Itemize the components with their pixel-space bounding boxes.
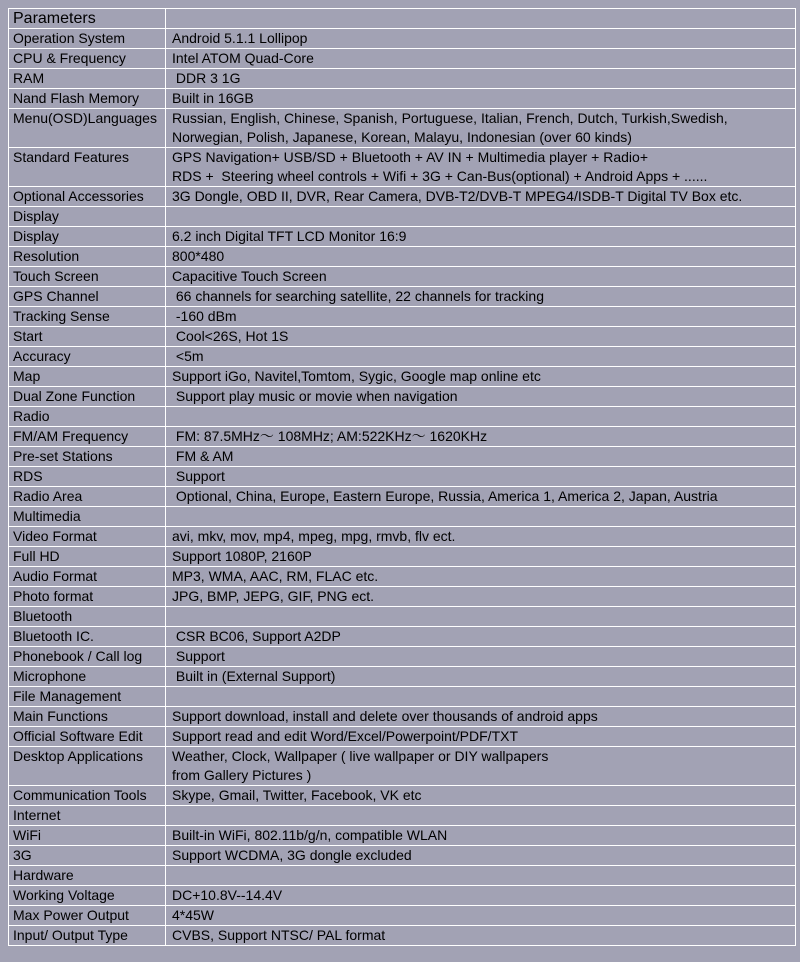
spec-value xyxy=(166,727,796,747)
spec-label: Display xyxy=(9,227,166,247)
section-title-empty-cell xyxy=(166,407,796,427)
spec-value xyxy=(166,587,796,607)
spec-label: Communication Tools xyxy=(9,786,166,806)
spec-value xyxy=(166,567,796,587)
spec-value-line: Android 5.1.1 Lollipop xyxy=(172,30,308,46)
spec-value xyxy=(166,427,796,447)
spec-value xyxy=(166,487,796,507)
section-title: Multimedia xyxy=(9,507,166,527)
table-row xyxy=(9,467,796,487)
spec-value-line: 800*480 xyxy=(172,248,225,264)
spec-value-line: DDR 3 1G xyxy=(172,70,241,86)
spec-value-line: CSR BC06, Support A2DP xyxy=(172,628,341,644)
spec-value-line: 4*45W xyxy=(172,907,215,923)
table-row xyxy=(9,187,796,207)
spec-value-line: CVBS, Support NTSC/ PAL format xyxy=(172,927,386,943)
spec-label: Desktop Applications xyxy=(9,747,166,786)
table-row xyxy=(9,567,796,587)
spec-label: CPU & Frequency xyxy=(9,49,166,69)
spec-value-line: Built in 16GB xyxy=(172,90,254,106)
table-row xyxy=(9,109,796,148)
section-header-row xyxy=(9,407,796,427)
table-row xyxy=(9,707,796,727)
table-row xyxy=(9,786,796,806)
spec-value xyxy=(166,267,796,287)
spec-label: FM/AM Frequency xyxy=(9,427,166,447)
spec-value-line: <5m xyxy=(172,348,204,364)
spec-label: 3G xyxy=(9,846,166,866)
spec-value xyxy=(166,906,796,926)
section-title-empty-cell xyxy=(166,687,796,707)
spec-value xyxy=(166,846,796,866)
section-header-row xyxy=(9,507,796,527)
spec-value xyxy=(166,826,796,846)
table-row xyxy=(9,49,796,69)
spec-label: Optional Accessories xyxy=(9,187,166,207)
spec-value xyxy=(166,367,796,387)
section-title-empty-cell xyxy=(166,507,796,527)
table-row xyxy=(9,447,796,467)
table-row xyxy=(9,747,796,786)
spec-value xyxy=(166,467,796,487)
section-title-empty-cell xyxy=(166,866,796,886)
spec-value xyxy=(166,307,796,327)
section-title-empty-cell xyxy=(166,806,796,826)
spec-value xyxy=(166,89,796,109)
spec-value-line: Support iGo, Navitel,Tomtom, Sygic, Google map online etc xyxy=(172,368,541,384)
spec-label: Touch Screen xyxy=(9,267,166,287)
table-row xyxy=(9,906,796,926)
section-title: Hardware xyxy=(9,866,166,886)
spec-value-line: Built-in WiFi, 802.11b/g/n, compatible WLAN xyxy=(172,827,448,843)
spec-label: Map xyxy=(9,367,166,387)
spec-label: Start xyxy=(9,327,166,347)
section-title-empty-cell xyxy=(166,207,796,227)
spec-value-line: -160 dBm xyxy=(172,308,237,324)
table-row xyxy=(9,267,796,287)
spec-value-line: Cool<26S, Hot 1S xyxy=(172,328,289,344)
spec-label: Bluetooth IC. xyxy=(9,627,166,647)
table-row xyxy=(9,627,796,647)
table-row xyxy=(9,287,796,307)
spec-value-line: Support xyxy=(172,648,225,664)
spec-label: Accuracy xyxy=(9,347,166,367)
spec-value-line: Support read and edit Word/Excel/Powerpoint/PDF/TXT xyxy=(172,728,519,744)
table-row xyxy=(9,487,796,507)
spec-value xyxy=(166,187,796,207)
spec-value xyxy=(166,29,796,49)
spec-value xyxy=(166,327,796,347)
spec-value xyxy=(166,247,796,267)
section-title: Radio xyxy=(9,407,166,427)
section-header-row xyxy=(9,207,796,227)
spec-label: Max Power Output xyxy=(9,906,166,926)
spec-label: Full HD xyxy=(9,547,166,567)
spec-value xyxy=(166,49,796,69)
spec-label: Tracking Sense xyxy=(9,307,166,327)
spec-value-line: Built in (External Support) xyxy=(172,668,336,684)
table-row xyxy=(9,667,796,687)
spec-value-line: Support play music or movie when navigation xyxy=(172,388,458,404)
spec-label: GPS Channel xyxy=(9,287,166,307)
spec-value xyxy=(166,347,796,367)
table-row xyxy=(9,587,796,607)
spec-label: Operation System xyxy=(9,29,166,49)
table-row xyxy=(9,547,796,567)
spec-value-line: Russian, English, Chinese, Spanish, Portuguese, Italian, French, Dutch, Turkish,Swedish, xyxy=(172,110,728,126)
spec-label: Resolution xyxy=(9,247,166,267)
spec-value xyxy=(166,387,796,407)
spec-value xyxy=(166,647,796,667)
table-row xyxy=(9,148,796,187)
spec-label: Input/ Output Type xyxy=(9,926,166,946)
table-row xyxy=(9,727,796,747)
section-header-row xyxy=(9,866,796,886)
table-row xyxy=(9,29,796,49)
table-row xyxy=(9,886,796,906)
section-header-row xyxy=(9,9,796,29)
spec-value xyxy=(166,886,796,906)
spec-value-line: avi, mkv, mov, mp4, mpeg, mpg, rmvb, flv ect. xyxy=(172,528,456,544)
spec-value-line: Support xyxy=(172,468,225,484)
section-title: Display xyxy=(9,207,166,227)
spec-value-line: FM & AM xyxy=(172,448,234,464)
spec-label: Dual Zone Function xyxy=(9,387,166,407)
spec-label: Menu(OSD)Languages xyxy=(9,109,166,148)
table-row xyxy=(9,527,796,547)
table-row xyxy=(9,387,796,407)
spec-value xyxy=(166,747,796,786)
spec-label: Phonebook / Call log xyxy=(9,647,166,667)
spec-value-line: Capacitive Touch Screen xyxy=(172,268,327,284)
table-row xyxy=(9,247,796,267)
section-title: Bluetooth xyxy=(9,607,166,627)
spec-value xyxy=(166,69,796,89)
section-header-row xyxy=(9,607,796,627)
spec-value-line: MP3, WMA, AAC, RM, FLAC etc. xyxy=(172,568,379,584)
section-title-empty-cell xyxy=(166,607,796,627)
spec-value xyxy=(166,227,796,247)
spec-value-line: Norwegian, Polish, Japanese, Korean, Malayu, Indonesian (over 60 kinds) xyxy=(172,129,632,145)
spec-value-line: RDS + Steering wheel controls + Wifi + 3G + Can-Bus(optional) + Android Apps + ...... xyxy=(172,168,708,184)
spec-value-line: Support download, install and delete over thousands of android apps xyxy=(172,708,598,724)
spec-value-line: Optional, China, Europe, Eastern Europe, Russia, America 1, America 2, Japan, Austria xyxy=(172,488,718,504)
spec-value xyxy=(166,926,796,946)
spec-value xyxy=(166,447,796,467)
spec-table-body xyxy=(9,9,796,946)
spec-label: Main Functions xyxy=(9,707,166,727)
table-row xyxy=(9,227,796,247)
spec-value-line: Skype, Gmail, Twitter, Facebook, VK etc xyxy=(172,787,422,803)
table-row xyxy=(9,826,796,846)
table-row xyxy=(9,89,796,109)
spec-value-line: Support 1080P, 2160P xyxy=(172,548,312,564)
table-row xyxy=(9,846,796,866)
spec-value xyxy=(166,287,796,307)
spec-value-line: DC+10.8V--14.4V xyxy=(172,887,283,903)
spec-label: Standard Features xyxy=(9,148,166,187)
spec-value xyxy=(166,547,796,567)
spec-value-line: JPG, BMP, JEPG, GIF, PNG ect. xyxy=(172,588,375,604)
spec-label: Working Voltage xyxy=(9,886,166,906)
spec-value-line: from Gallery Pictures ) xyxy=(172,767,312,783)
spec-value-line: 66 channels for searching satellite, 22 channels for tracking xyxy=(172,288,544,304)
spec-label: Nand Flash Memory xyxy=(9,89,166,109)
spec-value xyxy=(166,707,796,727)
spec-value-line: Support WCDMA, 3G dongle excluded xyxy=(172,847,412,863)
spec-value-line: Weather, Clock, Wallpaper ( live wallpaper or DIY wallpapers xyxy=(172,748,549,764)
spec-value xyxy=(166,527,796,547)
spec-value xyxy=(166,627,796,647)
table-row xyxy=(9,367,796,387)
table-row xyxy=(9,427,796,447)
spec-label: WiFi xyxy=(9,826,166,846)
table-row xyxy=(9,69,796,89)
spec-value-line: 6.2 inch Digital TFT LCD Monitor 16:9 xyxy=(172,228,407,244)
spec-label: Photo format xyxy=(9,587,166,607)
section-header-row xyxy=(9,806,796,826)
section-title: Internet xyxy=(9,806,166,826)
table-row xyxy=(9,307,796,327)
spec-value-line: 3G Dongle, OBD II, DVR, Rear Camera, DVB-T2/DVB-T MPEG4/ISDB-T Digital TV Box etc. xyxy=(172,188,743,204)
spec-value xyxy=(166,148,796,187)
table-row xyxy=(9,647,796,667)
spec-value-line: GPS Navigation+ USB/SD + Bluetooth + AV IN + Multimedia player + Radio+ xyxy=(172,149,648,165)
spec-label: Video Format xyxy=(9,527,166,547)
spec-value xyxy=(166,786,796,806)
table-row xyxy=(9,327,796,347)
spec-value-line: Intel ATOM Quad-Core xyxy=(172,50,314,66)
spec-label: Audio Format xyxy=(9,567,166,587)
section-title: Parameters xyxy=(9,9,166,29)
spec-value xyxy=(166,109,796,148)
spec-value xyxy=(166,667,796,687)
section-title: File Management xyxy=(9,687,166,707)
table-row xyxy=(9,926,796,946)
spec-label: RDS xyxy=(9,467,166,487)
spec-label: Radio Area xyxy=(9,487,166,507)
spec-value-line: FM: 87.5MHz～ 108MHz; AM:522KHz～ 1620KHz xyxy=(172,428,488,444)
spec-label: RAM xyxy=(9,69,166,89)
spec-table xyxy=(8,8,796,946)
spec-label: Official Software Edit xyxy=(9,727,166,747)
section-header-row xyxy=(9,687,796,707)
table-row xyxy=(9,347,796,367)
section-title-empty-cell xyxy=(166,9,796,29)
spec-label: Pre-set Stations xyxy=(9,447,166,467)
spec-label: Microphone xyxy=(9,667,166,687)
